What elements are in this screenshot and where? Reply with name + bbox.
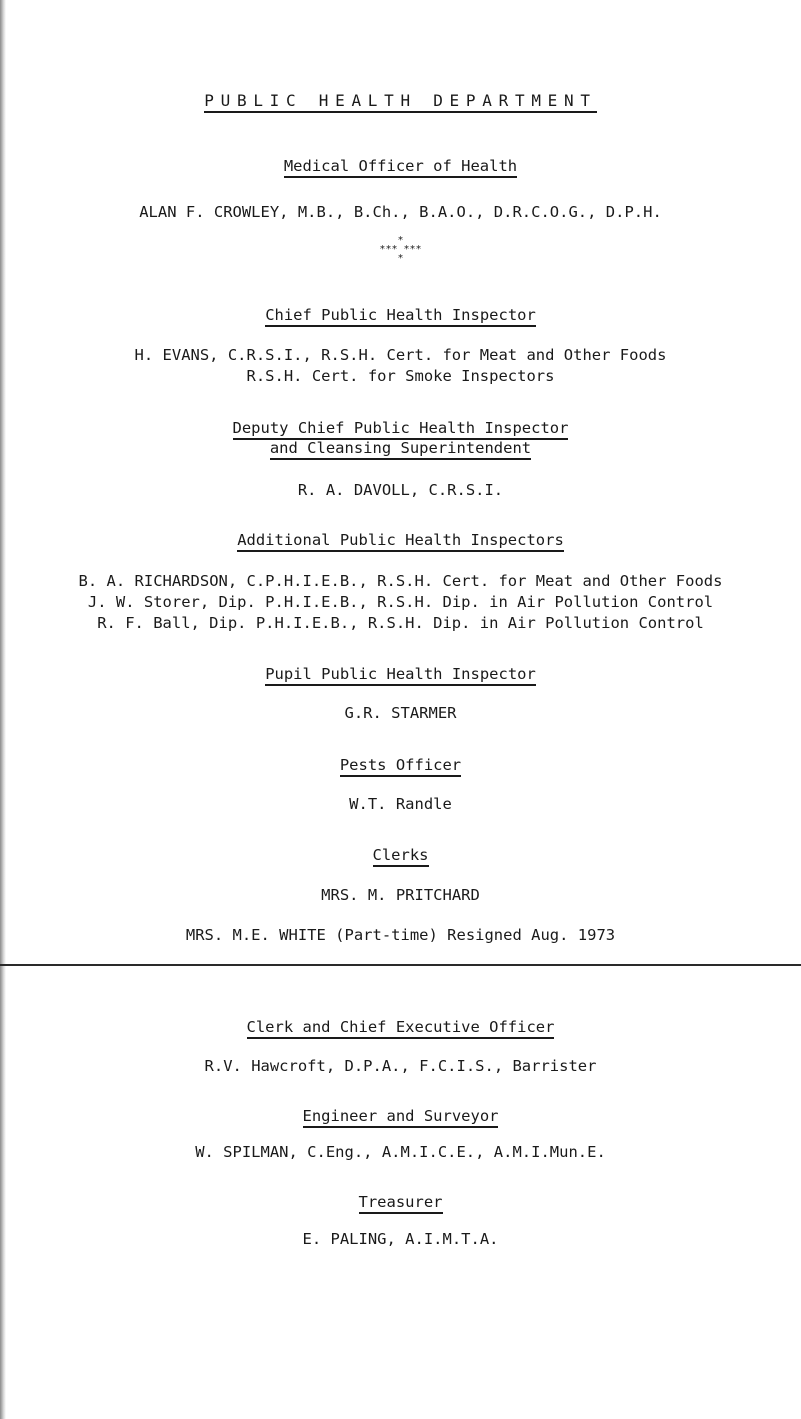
clerk-chief-exec-heading: Clerk and Chief Executive Officer — [0, 1018, 801, 1039]
pests-officer-name: W.T. Randle — [349, 795, 452, 813]
chief-inspector-line2: R.S.H. Cert. for Smoke Inspectors — [246, 367, 555, 385]
pupil-inspector-name: G.R. STARMER — [344, 704, 457, 722]
deputy-chief-heading-line2: and Cleansing Superintendent — [0, 439, 801, 460]
treasurer-name: E. PALING, A.I.M.T.A. — [302, 1230, 499, 1248]
section-divider — [0, 964, 801, 966]
ornament-middle-stars: *** *** — [379, 244, 422, 255]
clerks-heading: Clerks — [0, 846, 801, 867]
clerk-name-2: MRS. M.E. WHITE (Part-time) Resigned Aug. 1973 — [185, 926, 616, 944]
deputy-chief-name: R. A. DAVOLL, C.R.S.I. — [297, 481, 504, 499]
clerk-name-1: MRS. M. PRITCHARD — [321, 886, 480, 904]
treasurer-heading: Treasurer — [0, 1193, 801, 1214]
additional-inspector-1: B. A. RICHARDSON, C.P.H.I.E.B., R.S.H. Cert. for Meat and Other Foods — [78, 572, 723, 590]
deputy-chief-heading-line1: Deputy Chief Public Health Inspector — [0, 419, 801, 440]
additional-inspector-2: J. W. Storer, Dip. P.H.I.E.B., R.S.H. Dip. in Air Pollution Control — [87, 593, 714, 611]
ornament-bottom-star: * — [397, 253, 404, 264]
engineer-heading: Engineer and Surveyor — [0, 1107, 801, 1128]
medical-officer-heading: Medical Officer of Health — [0, 157, 801, 178]
pests-officer-heading: Pests Officer — [0, 756, 801, 777]
clerk-chief-exec-name: R.V. Hawcroft, D.P.A., F.C.I.S., Barrister — [204, 1057, 597, 1075]
additional-inspector-3: R. F. Ball, Dip. P.H.I.E.B., R.S.H. Dip. in Air Pollution Control — [97, 614, 704, 632]
additional-inspectors-heading: Additional Public Health Inspectors — [0, 531, 801, 552]
pupil-inspector-heading: Pupil Public Health Inspector — [0, 665, 801, 686]
medical-officer-name: ALAN F. CROWLEY, M.B., B.Ch., B.A.O., D.R.C.O.G., D.P.H. — [139, 203, 662, 221]
chief-inspector-heading: Chief Public Health Inspector — [0, 306, 801, 327]
department-title-text: PUBLIC HEALTH DEPARTMENT — [204, 91, 596, 113]
ornament-top-star: * — [397, 235, 404, 246]
department-title — [0, 92, 801, 110]
chief-inspector-line1: H. EVANS, C.R.S.I., R.S.H. Cert. for Meat and Other Foods — [134, 346, 667, 364]
engineer-name: W. SPILMAN, C.Eng., A.M.I.C.E., A.M.I.Mun.E. — [195, 1143, 606, 1161]
